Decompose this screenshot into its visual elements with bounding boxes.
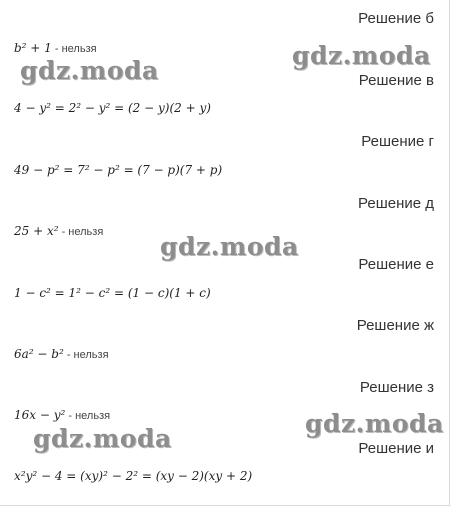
formula-d: 25 + x² bbox=[14, 224, 59, 238]
watermark-logo: gdz.moda bbox=[160, 232, 299, 261]
solution-row-zh bbox=[14, 347, 109, 361]
solution-header-d: Решение д bbox=[358, 195, 434, 212]
note-z: - нельзя bbox=[65, 410, 111, 422]
solution-header-i: Решение и bbox=[358, 440, 434, 457]
solution-row-b bbox=[14, 41, 97, 55]
note-d: - нельзя bbox=[58, 226, 104, 238]
solution-row-v bbox=[14, 101, 211, 115]
formula-e: 1 − c² = 1² − c² = (1 − c)(1 + c) bbox=[14, 286, 211, 300]
solution-header-e: Решение е bbox=[358, 256, 434, 273]
formula-z: 16x − y² bbox=[14, 408, 66, 422]
formula-i: x²y² − 4 = (xy)² − 2² = (xy − 2)(xy + 2) bbox=[14, 469, 253, 483]
solution-row-z bbox=[14, 408, 110, 422]
solution-header-v: Решение в bbox=[358, 72, 434, 89]
solution-row-i bbox=[14, 469, 252, 483]
formula-g: 49 − p² = 7² − p² = (7 − p)(7 + p) bbox=[14, 163, 223, 177]
formula-v: 4 − y² = 2² − y² = (2 − y)(2 + y) bbox=[14, 101, 211, 115]
watermark-logo: gdz.moda bbox=[33, 424, 172, 453]
solution-header-zh: Решение ж bbox=[356, 317, 434, 334]
note-zh: - нельзя bbox=[63, 349, 109, 361]
watermark-logo: gdz.moda bbox=[305, 409, 444, 438]
formula-zh: 6a² − b² bbox=[14, 347, 64, 361]
solution-row-g bbox=[14, 163, 222, 177]
solution-header-b: Решение б bbox=[358, 10, 434, 27]
watermark-logo: gdz.moda bbox=[292, 41, 431, 70]
solution-row-e bbox=[14, 286, 211, 300]
solution-row-d bbox=[14, 224, 103, 238]
solution-header-z: Решение з bbox=[359, 379, 434, 396]
formula-b: b² + 1 bbox=[14, 41, 52, 55]
solution-header-g: Решение г bbox=[361, 133, 434, 150]
watermark-logo: gdz.moda bbox=[20, 56, 159, 85]
note-b: - нельзя bbox=[51, 43, 97, 55]
